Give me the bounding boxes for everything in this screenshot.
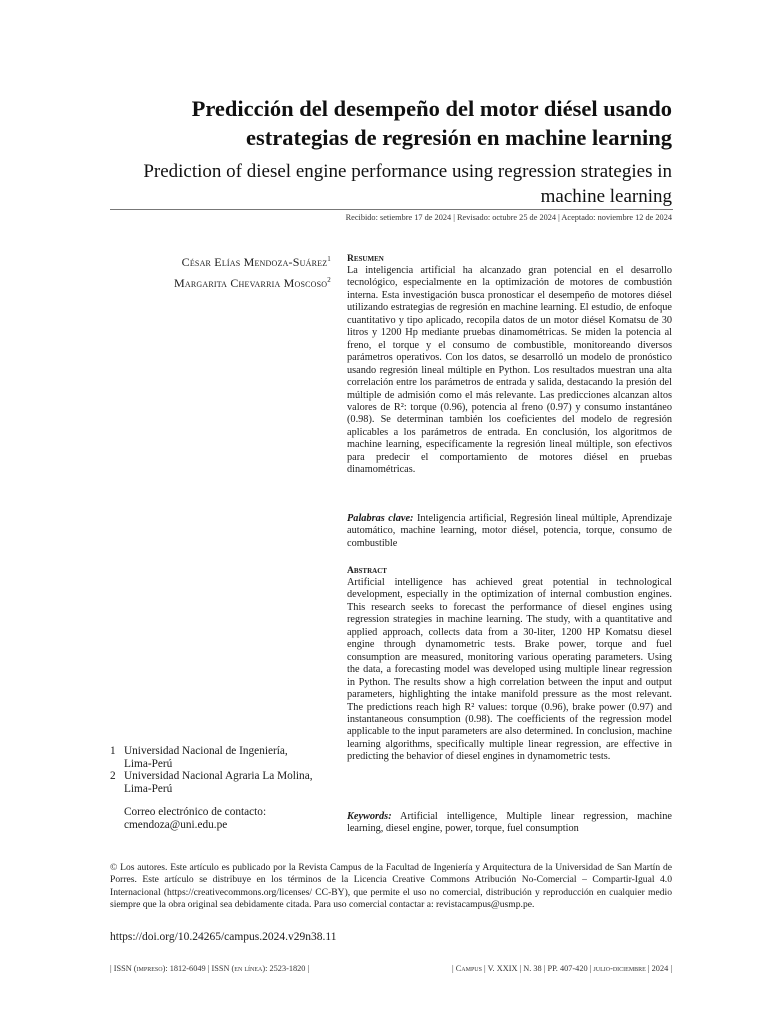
affiliations xyxy=(110,745,330,796)
author-1: César Elías Mendoza-Suárez$^1$ xyxy=(181,255,331,269)
submission-dates: Recibido: setiembre 17 de 2024 | Revisado: octubre 25 de 2024 | Aceptado: noviembre 12 de 2024 xyxy=(345,213,672,222)
license-notice: © Los autores. Este artículo es publicado por la Revista Campus de la Facultad de Ingeniería y Arquitectura de la Universidad de San Martín de Porres. Este artículo se distribuye en los términos de la Licencia Creative Commons Atribución No-Comercial – Compartir-Igual 4.0 Internacional (https://creativecommons.org/licenses/ CC-BY), que permite el uso no comercial, distribución y reproducción en cualquier medio siempre que la obra original sea debidamente citada. Para uso comercial contactar a: revistacampus@usmp.pe. xyxy=(110,862,672,910)
affiliation-2: 2 Universidad Nacional Agraria La Molina, xyxy=(110,770,313,783)
author-2: Margarita Chevarria Moscoso$^2$ xyxy=(173,276,331,290)
keywords-spanish xyxy=(347,513,672,550)
keywords-english-text: Artificial intelligence, Multiple linear regression, machine learning, diesel engine, power, torque, fuel consumption xyxy=(347,811,672,835)
contact-label: Correo electrónico de contacto: xyxy=(124,806,267,818)
contact-email[interactable]: cmendoza@uni.edu.pe xyxy=(124,819,228,831)
title-spanish: Predicción del desempeño del motor diésel usando estrategias de regresión en machine learning xyxy=(191,96,672,150)
footer-journal-info: | Campus | V. XXIX | N. 38 | PP. 407-420 | julio-diciembre | 2024 | xyxy=(452,964,672,973)
contact-info xyxy=(124,806,334,832)
resumen-section xyxy=(347,253,672,477)
resumen-heading: Resumen xyxy=(347,254,384,264)
keywords-spanish-text: Inteligencia artificial, Regresión lineal múltiple, Aprendizaje automático, machine learning, motor diésel, potencia, torque, consumo de combustible xyxy=(347,513,672,549)
affiliation-2-location: Lima-Perú xyxy=(124,783,173,796)
doi-link[interactable]: https://doi.org/10.24265/campus.2024.v29n38.11 xyxy=(110,931,337,943)
abstract-heading: Abstract xyxy=(347,566,387,576)
title-english: Prediction of diesel engine performance using regression strategies in machine learning xyxy=(143,161,672,207)
resumen-text: La inteligencia artificial ha alcanzado gran potencial en el desarrollo tecnológico, especialmente en la optimización de motores de combustión interna. Esta investigación busca pronosticar el desempeño de motores diésel utilizando estrategias de regresión en machine learning. El estudio, de enfoque cuantitativo y tipo aplicado, recopila datos de un motor diésel Komatsu de 30 litros y 1200 Hp mediante pruebas dinamométricas. Se miden la potencia al freno, el torque y el consumo de combustible, monitoreando diversos parámetros operativos. Con los datos, se desarrolló un modelo de pronóstico usando regresión lineal múltiple en Python. Los resultados muestran una alta correlación entre los parámetros de entrada y salida, destacando la presión del múltiple de admisión como el más relevante. Las predicciones alcanzan altos valores de R²: torque (0.96), potencia al freno (0.97) y consumo instantáneo (0.98). Se determinan también los coeficientes del modelo de regresión aplicables a los parámetros de entrada. En conclusión, los algoritmos de machine learning, específicamente la regresión lineal múltiple, son efectivos para predecir el comportamiento de motores diésel en pruebas dinamométricas. xyxy=(347,265,672,476)
keywords-english-label: Keywords: xyxy=(347,811,392,822)
affiliation-1-location: Lima-Perú xyxy=(124,757,173,770)
author-list xyxy=(100,250,331,292)
title-rule xyxy=(110,209,673,210)
keywords-english xyxy=(347,811,672,836)
keywords-spanish-label: Palabras clave: xyxy=(347,513,414,524)
footer-issn: | ISSN (impreso): 1812-6049 | ISSN (en línea): 2523-1820 | xyxy=(110,964,310,973)
abstract-text: Artificial intelligence has achieved great potential in technological development, especially in the optimization of internal combustion engines. This research seeks to forecast the performance of diesel engines using regression strategies in machine learning. The study, with a quantitative and applied approach, collects data from a 30-liter, 1200 HP Komatsu diesel engine through dynamometric tests. Brake power, torque and fuel consumption are measured, monitoring various operating parameters. Using the data, a forecasting model was developed using multiple linear regression in Python. The results show a high correlation between the input and output parameters, highlighting the intake manifold pressure as the most relevant. The predictions reach high R² values: torque (0.96), brake power (0.97) and instantaneous consumption (0.98). The coefficients of the regression model applicable to the input parameters are also determined. In conclusion, machine learning algorithms, specifically multiple linear regression, are effective in predicting the behavior of diesel engines in dynamometric tests. xyxy=(347,577,672,763)
affiliation-1: 1 Universidad Nacional de Ingeniería, xyxy=(110,745,288,757)
abstract-section xyxy=(347,565,672,764)
